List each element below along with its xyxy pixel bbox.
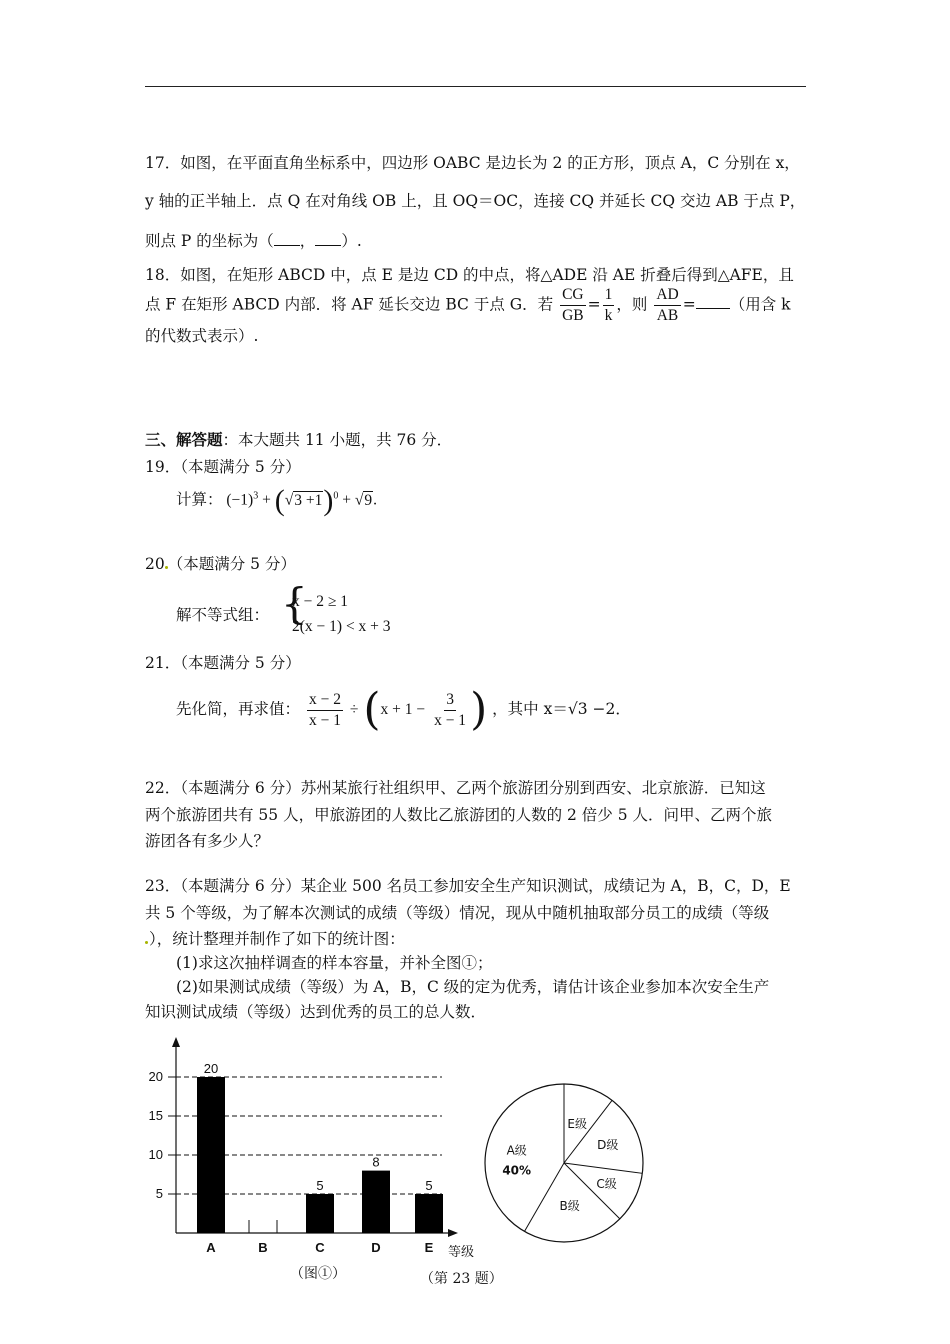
- pie-label-B级: B级: [559, 1199, 580, 1214]
- q23-line-5: (2)如果测试成绩（等级）为 A，B，C 级的定为优秀，请估计该企业参加本次安全生产: [176, 978, 770, 996]
- bar-A: [197, 1077, 225, 1233]
- q21-middle: x + 1 −: [380, 701, 426, 718]
- pie-label-D级: D级: [597, 1137, 619, 1152]
- data-label-A: 20: [203, 1061, 219, 1076]
- ytick-label-10: 10: [148, 1147, 163, 1162]
- q18-line-2-text: 点 F 在矩形 ABCD 内部．将 AF 延长交边 BC 于点 G．若: [145, 295, 554, 314]
- section-3-title: 三、解答题: [145, 430, 223, 449]
- q19-expression: 计算： $(-1)^3 + (√3 +1)^0 + √9$.: [176, 484, 377, 517]
- xtick-label-E: E: [424, 1240, 434, 1255]
- q21-fraction-2: $\frac{3}{x - 1}$: [434, 690, 467, 729]
- data-label-D: 8: [372, 1154, 380, 1170]
- figure-caption: （第 23 题）: [420, 1271, 503, 1287]
- xtick-label-A: A: [206, 1240, 216, 1255]
- header-rule: [145, 86, 806, 87]
- bar-chart: [140, 1035, 480, 1285]
- q20-inequality-2: 2(x − 1) < x + 3: [292, 618, 391, 635]
- q17-comma: ，: [299, 232, 316, 250]
- q21-label: 先化简，再求值：: [176, 700, 301, 718]
- section-3-desc: ：本大题共 11 小题，共 76 分．: [222, 431, 453, 449]
- q23-line-1: 23．（本题满分 6 分）某企业 500 名员工参加安全生产知识测试，成绩记为 A，B，C，D，E: [145, 877, 791, 895]
- q19-label: 计算：: [176, 490, 223, 509]
- q22-line-2: 两个旅游团共有 55 人，甲旅游团的人数比乙旅游团的人数的 2 倍少 5 人．问甲、乙两个旅: [145, 806, 773, 824]
- q21-expression: 先化简，再求值： $\frac{x - 2}{x - 1}$ ÷ (x + 1 − $\frac{3}{x - 1}$ ) ，其中 x＝√3 −2．: [176, 684, 631, 735]
- q22-line-3: 游团各有多少人？: [145, 832, 270, 850]
- data-label-E: 5: [425, 1178, 433, 1193]
- q21-tail: ，其中 x＝√3 −2．: [492, 700, 631, 718]
- q21-head: 21．（本题满分 5 分）: [145, 654, 301, 672]
- q20-system: [176, 579, 436, 643]
- q23-line-4: (1)求这次抽样调查的样本容量，并补全图①；: [176, 954, 493, 972]
- figure-1-caption: （图①）: [290, 1266, 346, 1282]
- q17-line-2: y 轴的正半轴上．点 Q 在对角线 OB 上，且 OQ＝OC，连接 CQ 并延长 CQ 交边 AB 于点 P，: [145, 192, 806, 210]
- y-axis-arrow-icon: [172, 1037, 180, 1047]
- q18-line-1: 18．如图，在矩形 ABCD 中，点 E 是边 CD 的中点，将△ADE 沿 AE 折叠后得到△AFE，且: [145, 266, 794, 284]
- q19-term-1: (−1): [226, 491, 254, 509]
- q17-line-3-text: 则点 P 的坐标为（: [145, 232, 274, 250]
- q19-head: 19．（本题满分 5 分）: [145, 458, 301, 476]
- q21-fraction-1: $\frac{x - 2}{x - 1}$: [308, 690, 341, 729]
- q18-line-3: 的代数式表示）.: [145, 327, 259, 345]
- q18-line-2: [145, 286, 791, 325]
- q23-line-6: 知识测试成绩（等级）达到优秀的员工的总人数．: [145, 1003, 487, 1021]
- q23-line-3: ），统计整理并制作了如下的统计图：: [145, 930, 405, 949]
- q17-line-3: [145, 231, 362, 251]
- q17-blank-y[interactable]: [315, 231, 341, 246]
- equals-sign: =: [587, 295, 601, 314]
- pie-label-C级: C级: [596, 1176, 617, 1191]
- bar-E: [415, 1194, 443, 1233]
- xtick-label-B: B: [258, 1240, 268, 1255]
- xtick-label-D: D: [371, 1240, 381, 1255]
- pie-percent-A: 40%: [502, 1163, 532, 1178]
- x-axis-title: 等级: [448, 1245, 475, 1260]
- x-axis-arrow-icon: [448, 1229, 458, 1237]
- q17-line-3-end: ）.: [341, 232, 362, 250]
- q20-label: 解不等式组：: [176, 606, 270, 624]
- curly-brace-icon: {: [281, 579, 308, 628]
- q23-line-2: 共 5 个等级，为了解本次测试的成绩（等级）情况，现从中随机抽取部分员工的成绩（等级: [145, 904, 770, 922]
- q17-blank-x[interactable]: [274, 231, 300, 246]
- section-3-heading: [145, 431, 452, 450]
- bar-C: [306, 1194, 334, 1233]
- data-label-C: 5: [316, 1178, 324, 1193]
- xtick-label-C: C: [315, 1240, 325, 1255]
- bar-D: [362, 1171, 390, 1233]
- equals-sign-2: =: [682, 295, 696, 314]
- fraction-1-k: $\frac{1}{k}$: [604, 286, 613, 324]
- ytick-label-5: 5: [155, 1186, 163, 1201]
- q18-then: ，则: [616, 295, 648, 314]
- fraction-ad-ab: $\frac{AD}{AB}$: [656, 286, 679, 324]
- q22-line-1: 22．（本题满分 6 分）苏州某旅行社组织甲、乙两个旅游团分别到西安、北京旅游．已知这: [145, 779, 766, 797]
- q17-line-1: 17．如图，在平面直角坐标系中，四边形 OABC 是边长为 2 的正方形，顶点 A，C 分别在 x，: [145, 154, 800, 172]
- ytick-label-20: 20: [148, 1069, 163, 1084]
- fraction-cg-gb: $\frac{CG}{GB}$: [562, 286, 584, 324]
- q20-inequality-1: x − 2 ≥ 1: [292, 593, 348, 610]
- q18-line-2-end: （用含 k: [729, 295, 791, 314]
- q19-term-3: 9: [364, 491, 373, 509]
- pie-label-E级: E级: [567, 1117, 588, 1132]
- dot-mark-2: [145, 941, 148, 944]
- pie-chart: [475, 1075, 655, 1255]
- q19-term-2: 3 +1: [294, 491, 323, 509]
- q18-answer-blank[interactable]: [696, 294, 730, 309]
- q20-head: 20 （本题满分 5 分）: [145, 555, 296, 573]
- ytick-label-15: 15: [148, 1108, 163, 1123]
- pie-label-A级: A级: [506, 1143, 527, 1158]
